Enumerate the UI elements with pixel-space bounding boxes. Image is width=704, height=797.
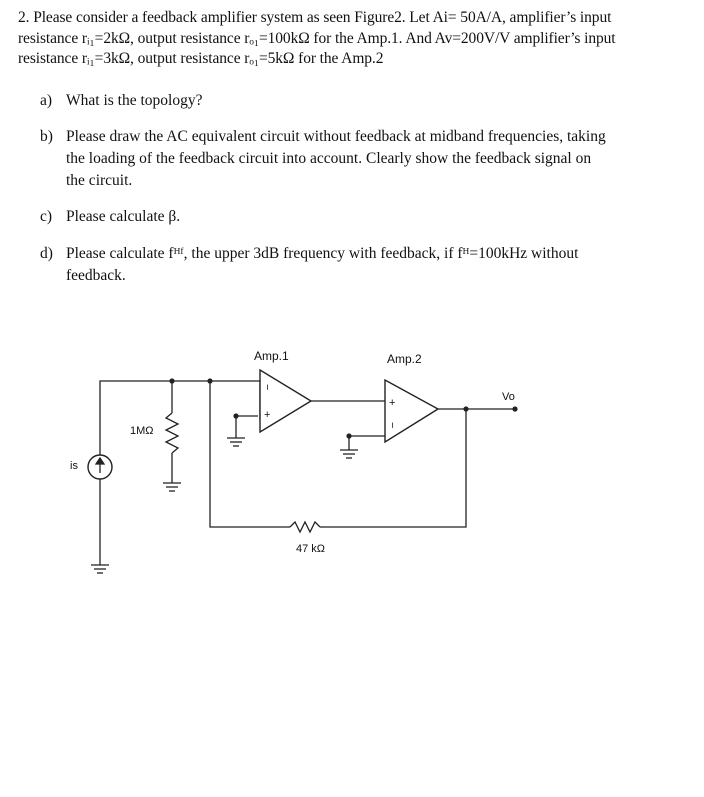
ground-amp1 <box>227 438 245 446</box>
question-a-text: What is the topology? <box>66 92 203 109</box>
r-feedback-resistor <box>290 522 320 532</box>
amp1-triangle <box>260 370 311 432</box>
amp1-label: Amp.1 <box>254 349 289 363</box>
amp1-plus-sign: + <box>264 409 271 421</box>
amp2-minus-wire <box>349 436 385 450</box>
problem-line-2: resistance rᵢ₁=2kΩ, output resistance rₒ₁=100kΩ for the Amp.1. And Av=200V/V amplifier’s input <box>18 29 616 47</box>
question-b-text-3: the circuit. <box>66 172 133 189</box>
question-c-label: c) <box>40 208 53 225</box>
r-feedback-label: 47 kΩ <box>296 543 326 555</box>
question-a <box>40 90 680 112</box>
output-label: Vo <box>502 391 515 403</box>
amp1-plus-wire <box>236 416 258 438</box>
amp2-plus-sign: + <box>389 397 396 409</box>
ground-amp2 <box>340 450 358 458</box>
question-d-label: d) <box>40 245 53 262</box>
amp1-minus-sign: − <box>261 384 273 391</box>
question-c <box>40 206 680 228</box>
question-b-text-1: Please draw the AC equivalent circuit without feedback at midband frequencies, taking <box>66 128 606 145</box>
amp2-minus-sign: − <box>386 422 398 429</box>
question-b-text-2: the loading of the feedback circuit into account. Clearly show the feedback signal on <box>66 150 592 167</box>
problem-line-1: 2. Please consider a feedback amplifier system as seen Figure2. Let Ai= 50A/A, amplifier’s input <box>18 9 612 26</box>
r-input-label: 1MΩ <box>130 425 154 437</box>
question-d <box>40 243 680 287</box>
problem-statement <box>18 8 694 70</box>
question-a-label: a) <box>40 92 53 109</box>
r-input-resistor <box>166 413 178 453</box>
circuit-diagram <box>60 340 540 590</box>
amp2-label: Amp.2 <box>387 352 422 366</box>
amp2-triangle <box>385 380 438 442</box>
ground-r-input <box>163 480 181 491</box>
question-c-text: Please calculate β. <box>66 208 181 225</box>
question-b-label: b) <box>40 128 53 145</box>
question-d-text-1: Please calculate fᴴᶠ, the upper 3dB frequency with feedback, if fᴴ=100kHz without <box>66 245 579 262</box>
ground-source <box>91 565 109 573</box>
source-label: is <box>70 460 78 472</box>
question-b <box>40 126 680 192</box>
question-d-text-2: feedback. <box>66 267 126 284</box>
problem-line-3: resistance rᵢ₁=3kΩ, output resistance rₒ₁=5kΩ for the Amp.2 <box>18 50 384 67</box>
